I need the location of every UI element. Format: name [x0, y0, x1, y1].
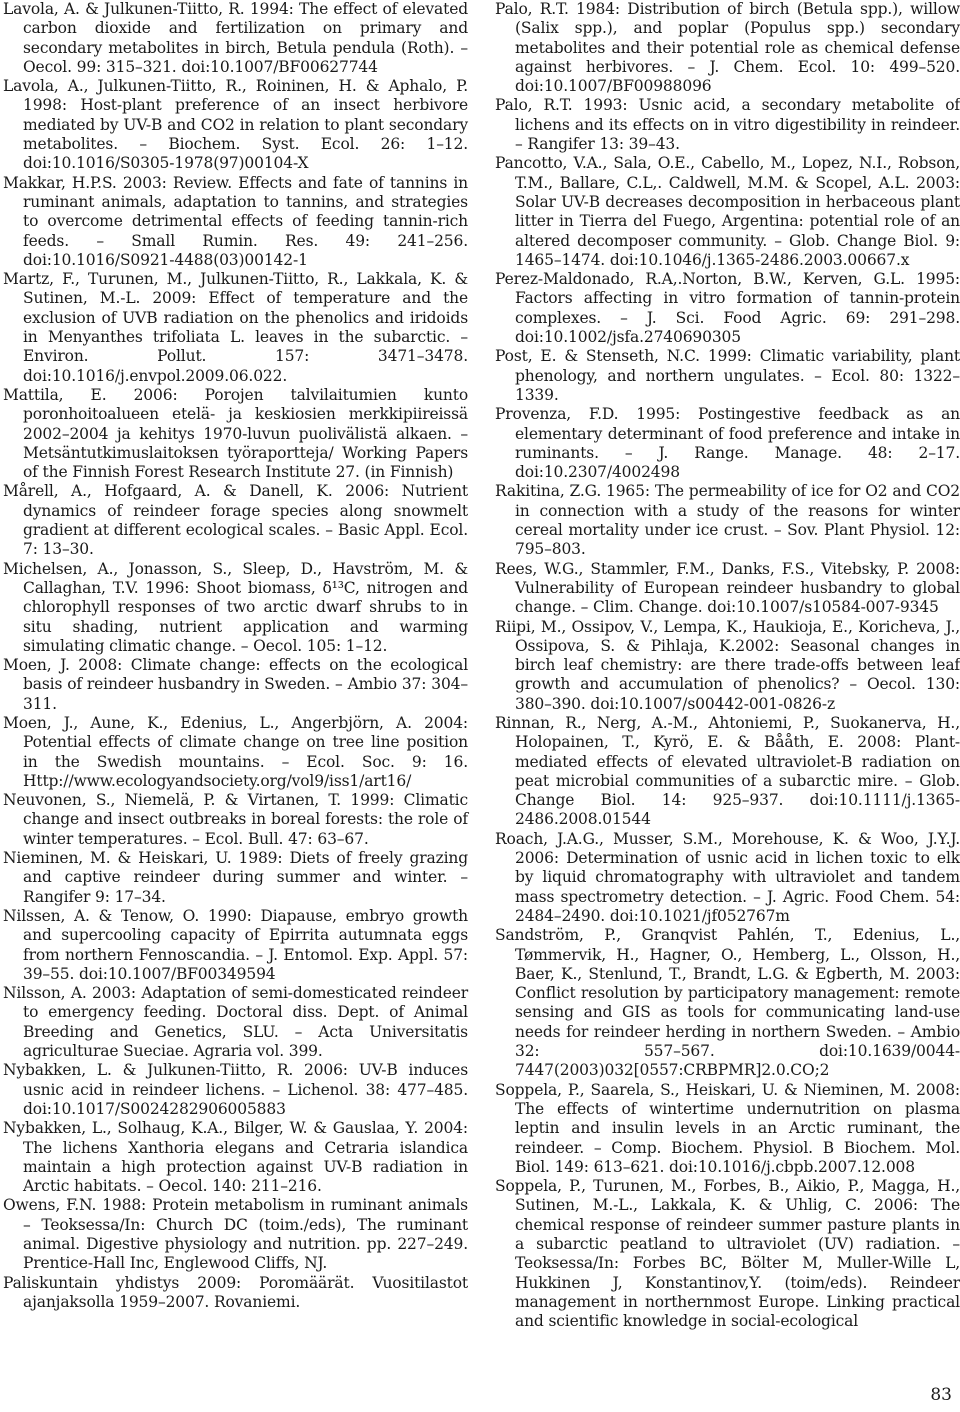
reference-entry: Owens, F.N. 1988: Protein metabolism in ruminant animals – Teoksessa/In: Church DC (toim./eds), The ruminant animal. Digestive physiology and nutrition. pp. 227–249. Prentice-Hall Inc, Englewood Cliffs, NJ.	[3, 1196, 468, 1273]
reference-entry: Nybakken, L. & Julkunen-Tiitto, R. 2006: UV-B induces usnic acid in reindeer lichens. – Lichenol. 38: 477–485. doi:10.1017/S0024282906005883	[3, 1061, 468, 1118]
reference-entry: Martz, F., Turunen, M., Julkunen-Tiitto, R., Lakkala, K. & Sutinen, M.-L. 2009: Effect of temperature and the exclusion of UVB radiation on the phenolics and iridoids in Menyanthes trifoliata L. leaves in the subarctic. – Environ. Pollut. 157: 3471–3478. doi:10.1016/j.envpol.2009.06.022.	[3, 270, 468, 385]
reference-entry: Roach, J.A.G., Musser, S.M., Morehouse, K. & Woo, J.Y.J. 2006: Determination of usnic acid in lichen toxic to elk by liquid chromatography with ultraviolet and tandem mass spectrometry detection. – J. Agric. Food Chem. 54: 2484–2490. doi:10.1021/jf052767m	[495, 829, 960, 925]
reference-entry: Sandström, P., Granqvist Pahlén, T., Edenius, L., Tømmervik, H., Hagner, O., Hemberg, L., Olsson, H., Baer, K., Stenlund, T., Brandt, L.G. & Egberth, M. 2003: Conflict resolution by participatory management: remote sensing and GIS as tools for communicating land-use needs for reindeer herding in northern Sweden. – Ambio 32: 557–567. doi:10.1639/0044-7447(2003)032[0557:CRBPMR]2.0.CO;2	[495, 926, 960, 1080]
reference-entry: Lavola, A. & Julkunen-Tiitto, R. 1994: The effect of elevated carbon dioxide and fertilization on primary and secondary metabolites in birch, Betula pendula (Roth). – Oecol. 99: 315–321. doi:10.1007/BF00627744	[3, 0, 468, 76]
reference-entry: Soppela, P., Saarela, S., Heiskari, U. & Nieminen, M. 2008: The effects of wintertime undernutrition on plasma leptin and insulin levels in an Arctic ruminant, the reindeer. – Comp. Biochem. Physiol. B Biochem. Mol. Biol. 149: 613–621. doi:10.1016/j.cbpb.2007.12.008	[495, 1080, 960, 1176]
reference-entry: Rees, W.G., Stammler, F.M., Danks, F.S., Vitebsky, P. 2008: Vulnerability of European reindeer husbandry to global change. – Clim. Change. doi:10.1007/s10584-007-9345	[495, 559, 960, 617]
reference-entry: Provenza, F.D. 1995: Postingestive feedback as an elementary determinant of food preference and intake in ruminants. – J. Range. Manage. 48: 2–17. doi:10.2307/4002498	[495, 405, 960, 482]
reference-entry: Rakitina, Z.G. 1965: The permeability of ice for O2 and CO2 in connection with a study of the reasons for winter cereal mortality under ice crust. – Sov. Plant Physiol. 12: 795–803.	[495, 482, 960, 559]
reference-entry: Post, E. & Stenseth, N.C. 1999: Climatic variability, plant phenology, and northern ungulates. – Ecol. 80: 1322–1339.	[495, 347, 960, 404]
reference-column-right	[495, 0, 960, 1331]
page-number: 83	[930, 1385, 952, 1405]
reference-entry: Paliskuntain yhdistys 2009: Poromäärät. Vuositilastot ajanjaksolla 1959–2007. Rovaniemi.	[3, 1273, 468, 1311]
reference-entry: Riipi, M., Ossipov, V., Lempa, K., Haukioja, E., Koricheva, J., Ossipova, S. & Pihlaja, K.2002: Seasonal changes in birch leaf chemistry: are there trade-offs between leaf growth and accumulation of phenolics? – Oecol. 130: 380–390. doi:10.1007/s00442-001-0826-z	[495, 617, 960, 713]
reference-entry: Perez-Maldonado, R.A,.Norton, B.W., Kerven, G.L. 1995: Factors affecting in vitro formation of tannin-protein complexes. – J. Sci. Food Agric. 69: 291–298. doi:10.1002/jsfa.2740690305	[495, 270, 960, 347]
reference-entry: Palo, R.T. 1984: Distribution of birch (Betula spp.), willow (Salix spp.), and poplar (Populus spp.) secondary metabolites and their potential role as chemical defense against herbivores. – J. Chem. Ecol. 10: 499–520. doi:10.1007/BF00988096	[495, 0, 960, 96]
reference-entry: Pancotto, V.A., Sala, O.E., Cabello, M., Lopez, N.I., Robson, T.M., Ballare, C.L,. Caldwell, M.M. & Scopel, A.L. 2003: Solar UV-B decreases decomposition in herbaceous plant litter in Tierra del Fuego, Argentina: potential role of an altered decomposer community. – Glob. Change Biol. 9: 1465–1474. doi:10.1046/j.1365-2486.2003.00667.x	[495, 154, 960, 269]
reference-entry: Mårell, A., Hofgaard, A. & Danell, K. 2006: Nutrient dynamics of reindeer forage species along snowmelt gradient at different ecological scales. – Basic Appl. Ecol. 7: 13–30.	[3, 482, 468, 559]
reference-entry: Nilssen, A. & Tenow, O. 1990: Diapause, embryo growth and supercooling capacity of Epirrita autumnata eggs from northern Fennoscandia. – J. Entomol. Exp. Appl. 57: 39–55. doi:10.1007/BF00349594	[3, 906, 468, 983]
reference-entry: Soppela, P., Turunen, M., Forbes, B., Aikio, P., Magga, H., Sutinen, M.-L., Lakkala, K. & Uhlig, C. 2006: The chemical response of reindeer summer pasture plants in a subarctic peatland to ultraviolet (UV) radiation. – Teoksessa/In: Forbes BC, Bölter M, Muller-Wille L, Hukkinen J, Konstantinov,Y. (toim/eds). Reindeer management in northernmost Europe. Linking practical and scientific knowledge in social-ecological	[495, 1177, 960, 1331]
reference-entry: Mattila, E. 2006: Porojen talvilaitumien kunto poronhoitoalueen etelä- ja keskiosien merkkipiireissä 2002–2004 ja kehitys 1970-luvun puolivälistä alkaen. – Metsäntutkimuslaitoksen työraportteja/ Working Papers of the Finnish Forest Research Institute 27. (in Finnish)	[3, 385, 468, 482]
reference-entry: Makkar, H.P.S. 2003: Review. Effects and fate of tannins in ruminant animals, adaptation to tannins, and strategies to overcome detrimental effects of feeding tannin-rich feeds. – Small Rumin. Res. 49: 241–256. doi:10.1016/S0921-4488(03)00142-1	[3, 173, 468, 269]
reference-entry: Palo, R.T. 1993: Usnic acid, a secondary metabolite of lichens and its effects on in vitro digestibility in reindeer. – Rangifer 13: 39–43.	[495, 96, 960, 154]
reference-entry: Moen, J., Aune, K., Edenius, L., Angerbjörn, A. 2004: Potential effects of climate change on tree line position in the Swedish mountains. – Ecol. Soc. 9: 16. Http://www.ecologyandsociety.org/vol9/iss1/art16/	[3, 713, 468, 790]
reference-entry: Michelsen, A., Jonasson, S., Sleep, D., Havström, M. & Callaghan, T.V. 1996: Shoot biomass, δ¹³C, nitrogen and chlorophyll responses of two arctic dwarf shrubs to in situ shading, nutrient application and warming simulating climatic change. – Oecol. 105: 1–12.	[3, 559, 468, 655]
reference-entry: Rinnan, R., Nerg, A.-M., Ahtoniemi, P., Suokanerva, H., Holopainen, T., Kyrö, E. & Bååth, E. 2008: Plant-mediated effects of elevated ultraviolet-B radiation on peat microbial communities of a subarctic mire. – Glob. Change Biol. 14: 925–937. doi:10.1111/j.1365-2486.2008.01544	[495, 713, 960, 829]
reference-entry: Nilsson, A. 2003: Adaptation of semi-domesticated reindeer to emergency feeding. Doctoral diss. Dept. of Animal Breeding and Genetics, SLU. – Acta Universitatis agriculturae Sueciae. Agraria vol. 399.	[3, 984, 468, 1061]
reference-entry: Moen, J. 2008: Climate change: effects on the ecological basis of reindeer husbandry in Sweden. – Ambio 37: 304–311.	[3, 656, 468, 713]
reference-column-left	[3, 0, 468, 1312]
reference-entry: Nybakken, L., Solhaug, K.A., Bilger, W. & Gauslaa, Y. 2004: The lichens Xanthoria elegans and Cetraria islandica maintain a high protection against UV-B radiation in Arctic habitats. – Oecol. 140: 211–216.	[3, 1119, 468, 1196]
reference-entry: Neuvonen, S., Niemelä, P. & Virtanen, T. 1999: Climatic change and insect outbreaks in boreal forests: the role of winter temperatures. – Ecol. Bull. 47: 63–67.	[3, 791, 468, 848]
reference-entry: Nieminen, M. & Heiskari, U. 1989: Diets of freely grazing and captive reindeer during summer and winter. – Rangifer 9: 17–34.	[3, 849, 468, 906]
reference-entry: Lavola, A., Julkunen-Tiitto, R., Roininen, H. & Aphalo, P. 1998: Host-plant preference of an insect herbivore mediated by UV-B and CO2 in relation to plant secondary metabolites. – Biochem. Syst. Ecol. 26: 1–12. doi:10.1016/S0305-1978(97)00104-X	[3, 77, 468, 173]
